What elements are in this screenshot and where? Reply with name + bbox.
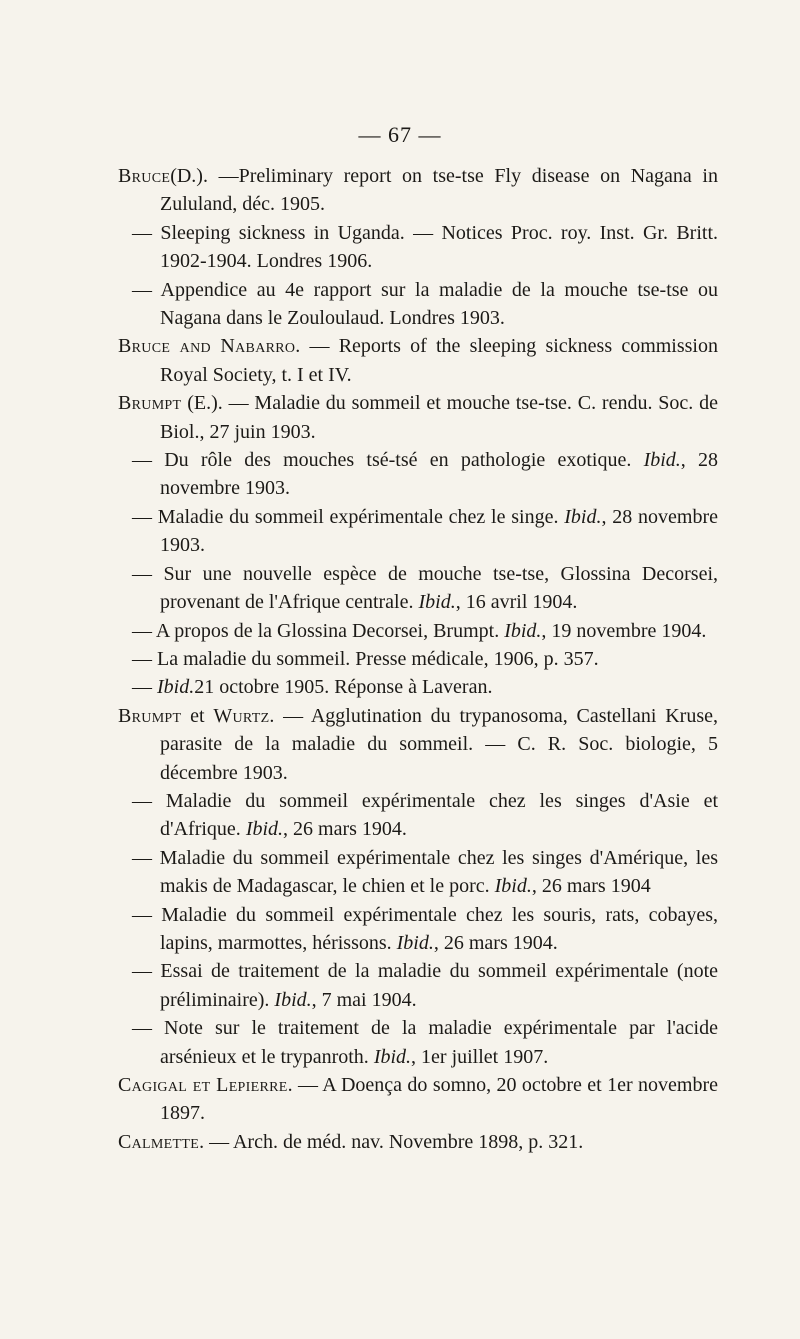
bibliography-entry: [118, 560, 718, 617]
entry-text: . — A Doença do somno, 20 octobre et 1er novembre 1897.: [160, 1074, 719, 1125]
entry-dash: —: [132, 960, 152, 983]
entry-dash: —: [132, 789, 152, 812]
entry-ibid: Ibid.: [396, 931, 434, 954]
entry-text: Du rôle des mouches tsé-tsé en pathologie exotique.: [164, 449, 632, 472]
entry-text: (E.). — Maladie du sommeil et mouche tse-tse. C. rendu. Soc. de Biol., 27 juin 1903.: [160, 392, 718, 443]
entry-dash: —: [132, 221, 152, 244]
bibliography-entry: [118, 787, 718, 844]
entry-dash: —: [132, 562, 152, 585]
entry-dash: —: [132, 619, 152, 642]
bibliography-entry: [118, 673, 718, 701]
bibliography-entry: [118, 162, 718, 219]
bibliography-entry: [118, 219, 718, 276]
entry-dash: —: [132, 449, 152, 472]
entry-dash: —: [132, 647, 152, 670]
bibliography-entry: [118, 844, 718, 901]
entry-text-after: , 26 mars 1904: [531, 875, 651, 898]
entry-text: Maladie du sommeil expérimentale chez les souris, rats, cobayes, lapins, marmottes, hérissons.: [160, 903, 718, 954]
bibliography-entry: [118, 957, 718, 1014]
entry-ibid: Ibid.: [418, 591, 456, 614]
entry-text: Sleeping sickness in Uganda. — Notices Proc. roy. Inst. Gr. Britt. 1902-1904. Londres 1906.: [160, 221, 719, 273]
entry-ibid: Ibid.: [373, 1045, 412, 1068]
entry-text-after: , 26 mars 1904.: [433, 931, 558, 954]
entry-dash: —: [132, 676, 152, 699]
entry-text-after: 21 octobre 1905. Réponse à Laveran.: [194, 676, 493, 699]
entry-ibid: Ibid.: [494, 875, 532, 898]
entry-author: Brumpt: [118, 392, 182, 415]
entry-text: La maladie du sommeil. Presse médicale, 1906, p. 357.: [157, 647, 599, 670]
entry-author: Bruce: [118, 165, 171, 187]
bibliography-entry: [118, 901, 718, 958]
entry-text: . — Reports of the sleeping sickness commission Royal Society, t. I et IV.: [160, 335, 718, 386]
entry-text-after: , 26 mars 1904.: [283, 818, 407, 841]
entry-text: Essai de traitement de la maladie du sommeil expérimentale (note préliminaire).: [160, 960, 719, 1011]
entry-text: (D.). —Preliminary report on tse-tse Fly disease on Nagana in Zululand, déc. 1905.: [160, 165, 718, 216]
entry-text-after: , 1er juillet 1907.: [411, 1045, 549, 1068]
entry-coauthor: Wurtz: [213, 704, 270, 727]
entry-ibid: Ibid.: [643, 449, 681, 472]
bibliography-entry: [118, 617, 718, 645]
entry-text: Note sur le traitement de la maladie expérimentale par l'acide arsénieux et le trypanroth.: [160, 1017, 718, 1068]
entry-text-after: . — Agglutination du trypanosoma, Castellani Kruse, parasite de la maladie du sommeil. — C. R. Soc. biologie, 5 décembre 1903.: [160, 704, 718, 784]
entry-text-after: , 19 novembre 1904.: [541, 619, 707, 642]
entry-text: Appendice au 4e rapport sur la maladie de la mouche tse-tse ou Nagana dans le Zouloulaud. Londres 1903.: [160, 278, 719, 330]
entry-text: Maladie du sommeil expérimentale chez les singes d'Asie et d'Afrique.: [160, 789, 719, 841]
bibliography-entry: [118, 503, 718, 560]
bibliography-entry: [118, 1071, 718, 1128]
entry-text-after: , 16 avril 1904.: [455, 591, 578, 614]
entry-text: . — Arch. de méd. nav. Novembre 1898, p. 321.: [199, 1130, 584, 1153]
bibliography-list: [118, 162, 718, 1156]
entry-author: Brumpt: [118, 704, 182, 727]
bibliography-entry: [118, 389, 718, 446]
entry-text: Sur une nouvelle espèce de mouche tse-tse, Glossina Decorsei, provenant de l'Afrique centrale.: [160, 562, 719, 614]
entry-text-after: , 28 novembre 1903.: [160, 505, 719, 557]
entry-dash: —: [132, 903, 152, 926]
entry-ibid: Ibid.: [564, 505, 602, 528]
entry-text: Maladie du sommeil expérimentale chez le singe.: [157, 505, 559, 528]
entry-ibid: Ibid.: [504, 619, 542, 642]
entry-author: Cagigal et Lepierre: [118, 1074, 288, 1096]
entry-author: Calmette: [118, 1130, 200, 1153]
entry-dash: —: [132, 846, 152, 869]
page-number: — 67 —: [358, 122, 442, 147]
entry-dash: —: [132, 1017, 152, 1040]
entry-dash: —: [132, 505, 152, 528]
entry-author: Bruce and Nabarro: [118, 335, 296, 358]
entry-text: Maladie du sommeil expérimentale chez les singes d'Amérique, les makis de Madagascar, le chien et le porc.: [159, 846, 719, 898]
entry-text-after: , 7 mai 1904.: [311, 988, 417, 1011]
entry-ibid: Ibid.: [157, 676, 195, 699]
entry-ibid: Ibid.: [245, 818, 284, 841]
entry-text: et: [181, 704, 214, 727]
bibliography-entry: [118, 276, 718, 333]
bibliography-entry: [118, 446, 718, 503]
bibliography-entry: [118, 702, 718, 787]
bibliography-entry: [118, 332, 718, 389]
entry-ibid: Ibid.: [274, 988, 312, 1011]
entry-dash: —: [132, 278, 152, 301]
bibliography-entry: [118, 1014, 718, 1071]
bibliography-entry: [118, 1128, 718, 1156]
entry-text: A propos de la Glossina Decorsei, Brumpt.: [155, 619, 500, 642]
bibliography-entry: [118, 645, 718, 673]
entry-text-after: , 28 novembre 1903.: [160, 449, 719, 500]
